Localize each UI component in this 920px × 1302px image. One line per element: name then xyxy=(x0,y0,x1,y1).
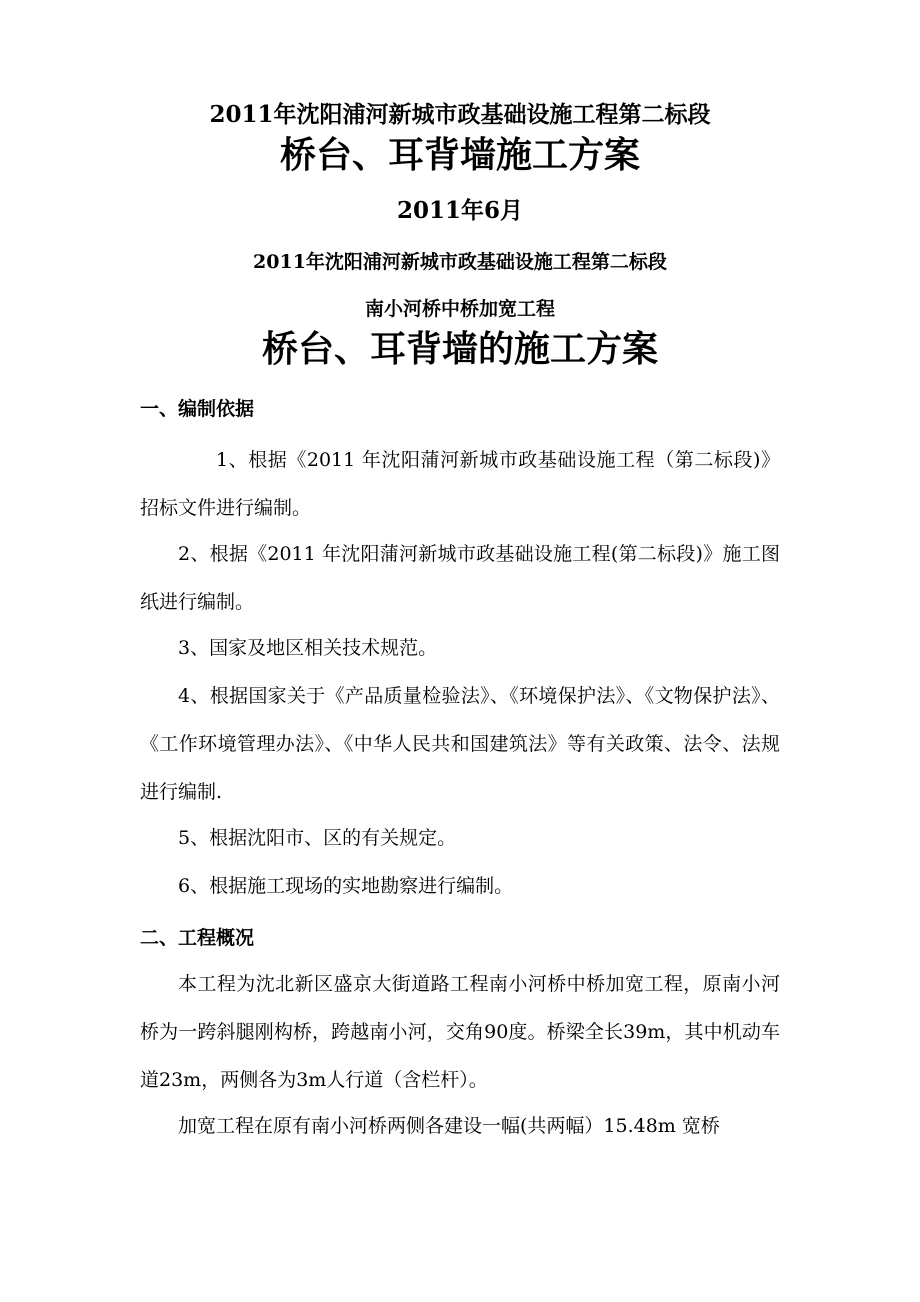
basis-item-1: 1、根据《2011 年沈阳蒲河新城市政基础设施工程（第二标段)》招标文件进行编制。 xyxy=(140,449,780,519)
document-subproject: 南小河桥中桥加宽工程 xyxy=(364,298,555,320)
section-heading-basis: 一、编制依据 xyxy=(140,398,255,420)
basis-item-3: 3、国家及地区相关技术规范。 xyxy=(178,637,438,659)
cover-plan-title: 桥台、耳背墙施工方案 xyxy=(279,134,640,176)
document-project-line: 2011年沈阳浦河新城市政基础设施工程第二标段 xyxy=(253,251,667,273)
basis-item-5: 5、根据沈阳市、区的有关规定。 xyxy=(178,827,457,849)
basis-item-6: 6、根据施工现场的实地勘察进行编制。 xyxy=(178,875,514,897)
cover-date: 2011年6月 xyxy=(396,197,524,224)
section-heading-overview: 二、工程概况 xyxy=(140,927,255,949)
document-title: 桥台、耳背墙的施工方案 xyxy=(261,328,658,370)
overview-paragraph-2: 加宽工程在原有南小河桥两侧各建设一幅(共两幅）15.48m 宽桥 xyxy=(178,1115,720,1137)
basis-item-4: 4、根据国家关于《产品质量检验法》、《环境保护法》、《文物保护法》、《工作环境管理办法》、《中华人民共和国建筑法》等有关政策、法令、法规进行编制. xyxy=(140,685,780,803)
cover-project-line: 2011年沈阳浦河新城市政基础设施工程第二标段 xyxy=(209,101,711,128)
basis-item-2: 2、根据《2011 年沈阳蒲河新城市政基础设施工程(第二标段)》施工图纸进行编制。 xyxy=(140,543,780,613)
overview-paragraph-1: 本工程为沈北新区盛京大街道路工程南小河桥中桥加宽工程，原南小河桥为一跨斜腿刚构桥，跨越南小河，交角90度。桥梁全长39m，其中机动车道23m，两侧各为3m人行道（含栏杆）。 xyxy=(140,973,780,1091)
